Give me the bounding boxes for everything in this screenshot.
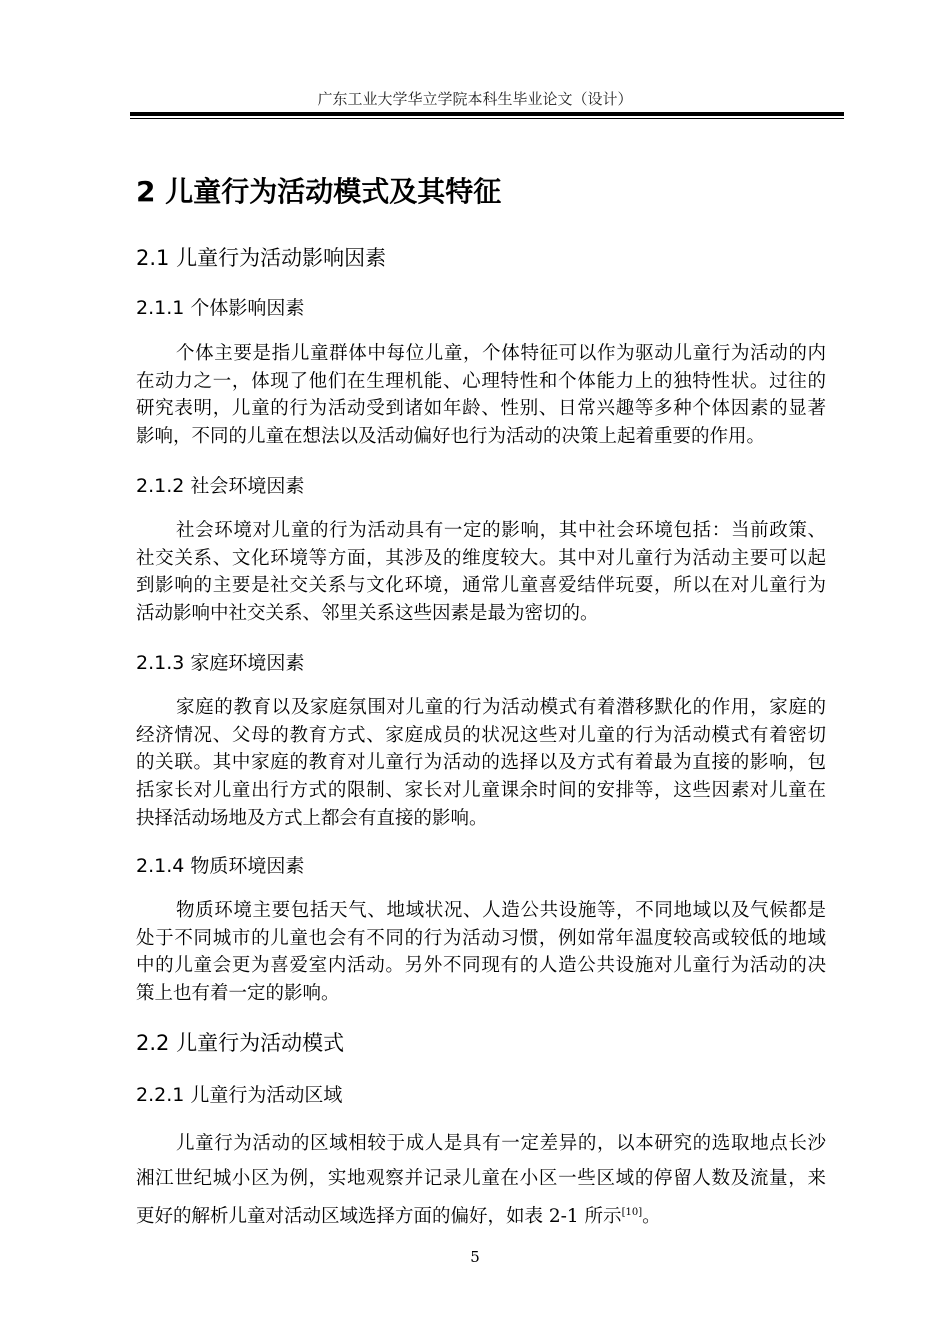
subsection-heading: 2.1.1 个体影响因素 bbox=[136, 297, 305, 319]
subsection-heading: 2.2.1 儿童行为活动区域 bbox=[136, 1084, 343, 1106]
text-line: 个体主要是指儿童群体中每位儿童，个体特征可以作为驱动儿童行为活动的内 bbox=[176, 343, 826, 364]
paragraph bbox=[136, 340, 826, 451]
running-header: 广东工业大学华立学院本科生毕业论文（设计） bbox=[317, 90, 633, 108]
text-line: 社会环境对儿童的行为活动具有一定的影响，其中社会环境包括：当前政策、 bbox=[176, 520, 826, 541]
sentence-end: 。 bbox=[642, 1206, 661, 1228]
text-line bbox=[136, 1196, 826, 1231]
text-line: 在动力之一，体现了他们在生理机能、心理特性和个体能力上的独特性状。过往的 bbox=[136, 370, 826, 392]
text-line: 的关联。其中家庭的教育对儿童行为活动的选择以及方式有着最为直接的影响，包 bbox=[136, 752, 826, 774]
text-line: 策上也有着一定的影响。 bbox=[136, 983, 340, 1005]
subsection-heading: 2.1.2 社会环境因素 bbox=[136, 475, 305, 497]
text-line: 活动影响中社交关系、邻里关系这些因素是最为密切的。 bbox=[136, 603, 599, 625]
text-line-content: 更好的解析儿童对活动区域选择方面的偏好，如表 2-1 所示 bbox=[136, 1206, 622, 1228]
text-line: 影响，不同的儿童在想法以及活动偏好也行为活动的决策上起着重要的作用。 bbox=[136, 426, 766, 448]
paragraph bbox=[136, 1127, 826, 1231]
section-heading: 2.2 儿童行为活动模式 bbox=[136, 1031, 345, 1055]
header-rule-thick bbox=[130, 112, 844, 116]
citation-reference[interactable]: [10] bbox=[621, 1207, 643, 1218]
paragraph bbox=[136, 897, 826, 1008]
paragraph bbox=[136, 517, 826, 628]
subsection-heading: 2.1.4 物质环境因素 bbox=[136, 855, 305, 877]
text-line: 到影响的主要是社交关系与文化环境，通常儿童喜爱结伴玩耍，所以在对儿童行为 bbox=[136, 575, 826, 597]
subsection-heading: 2.1.3 家庭环境因素 bbox=[136, 652, 305, 674]
text-line: 经济情况、父母的教育方式、家庭成员的状况这些对儿童的行为活动模式有着密切 bbox=[136, 724, 826, 746]
text-line: 括家长对儿童出行方式的限制、家长对儿童课余时间的安排等，这些因素对儿童在 bbox=[136, 780, 826, 802]
text-line: 研究表明，儿童的行为活动受到诸如年龄、性别、日常兴趣等多种个体因素的显著 bbox=[136, 398, 826, 420]
text-line: 抉择活动场地及方式上都会有直接的影响。 bbox=[136, 807, 488, 829]
paragraph bbox=[136, 694, 826, 832]
text-line: 中的儿童会更为喜爱室内活动。另外不同现有的人造公共设施对儿童行为活动的决 bbox=[136, 955, 826, 977]
text-line: 社交关系、文化环境等方面，其涉及的维度较大。其中对儿童行为活动主要可以起 bbox=[136, 547, 826, 569]
header-rule-thin bbox=[130, 118, 844, 119]
text-line: 物质环境主要包括天气、地域状况、人造公共设施等，不同地域以及气候都是 bbox=[176, 900, 826, 921]
page-number: 5 bbox=[470, 1248, 480, 1266]
section-heading: 2.1 儿童行为活动影响因素 bbox=[136, 246, 387, 270]
text-line: 儿童行为活动的区域相较于成人是具有一定差异的，以本研究的选取地点长沙 bbox=[176, 1133, 826, 1154]
text-line: 湘江世纪城小区为例，实地观察并记录儿童在小区一些区域的停留人数及流量，来 bbox=[136, 1167, 826, 1189]
text-line: 家庭的教育以及家庭氛围对儿童的行为活动模式有着潜移默化的作用，家庭的 bbox=[176, 697, 826, 718]
text-line: 处于不同城市的儿童也会有不同的行为活动习惯，例如常年温度较高或较低的地域 bbox=[136, 927, 826, 949]
chapter-title: 2 儿童行为活动模式及其特征 bbox=[136, 175, 502, 208]
